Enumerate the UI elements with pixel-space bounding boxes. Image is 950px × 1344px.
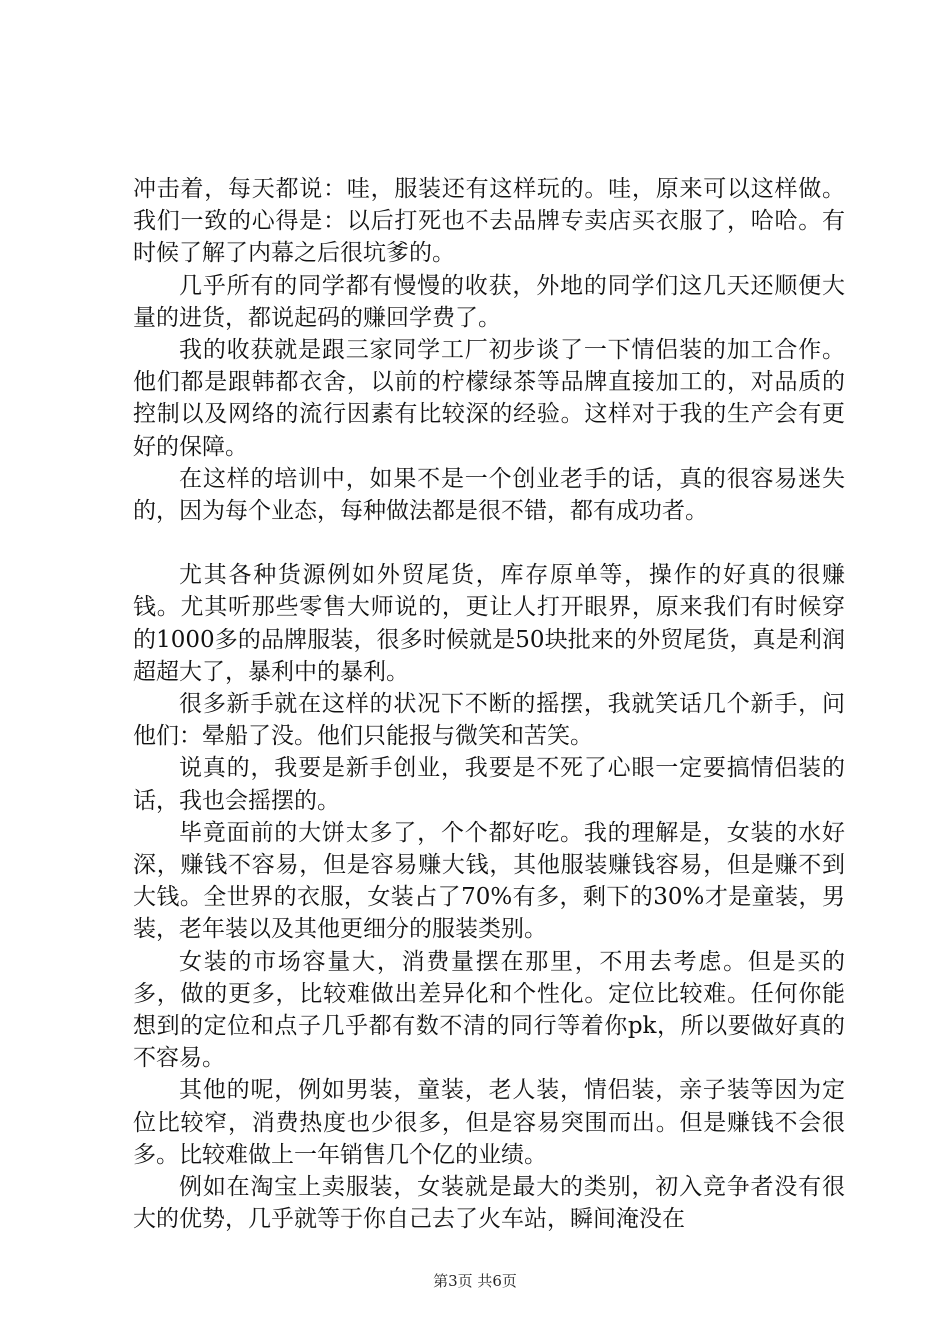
- paragraph-2: 几乎所有的同学都有慢慢的收获，外地的同学们这几天还顺便大量的进货，都说起码的赚回学费了。: [133, 272, 845, 331]
- paragraph-3: 我的收获就是跟三家同学工厂初步谈了一下情侣装的加工合作。他们都是跟韩都衣舍，以前的柠檬绿茶等品牌直接加工的，对品质的控制以及网络的流行因素有比较深的经验。这样对于我的生产会有更好的保障。: [133, 337, 845, 460]
- page-number-label: 第3页 共6页: [433, 1272, 517, 1290]
- paragraph-9: 女装的市场容量大，消费量摆在那里，不用去考虑。但是买的多，做的更多，比较难做出差异化和个性化。定位比较难。任何你能想到的定位和点子几乎都有数不清的同行等着你pk，所以要做好真的不容易。: [133, 948, 845, 1072]
- paragraph-7: 说真的，我要是新手创业，我要是不死了心眼一定要搞情侣装的话，我也会摇摆的。: [133, 755, 845, 814]
- paragraph-4: 在这样的培训中，如果不是一个创业老手的话，真的很容易迷失的，因为每个业态，每种做法都是很不错，都有成功者。: [133, 465, 845, 525]
- paragraph-10: 其他的呢，例如男装，童装，老人装，情侣装，亲子装等因为定位比较窄，消费热度也少很多，但是容易突围而出。但是赚钱不会很多。比较难做上一年销售几个亿的业绩。: [133, 1077, 845, 1168]
- paragraph-5: 尤其各种货源例如外贸尾货，库存原单等，操作的好真的很赚钱。尤其听那些零售大师说的，更让人打开眼界，原来我们有时候穿的1000多的品牌服装，很多时候就是50块批来的外贸尾货，真是利润超超大了，暴利中的暴利。: [133, 562, 845, 685]
- body-text: [133, 173, 845, 1236]
- page-footer: [0, 1270, 950, 1291]
- paragraph-1: 冲击着，每天都说：哇，服装还有这样玩的。哇，原来可以这样做。我们一致的心得是：以后打死也不去品牌专卖店买衣服了，哈哈。有时候了解了内幕之后很坑爹的。: [133, 176, 845, 267]
- paragraph-11: 例如在淘宝上卖服装，女装就是最大的类别，初入竞争者没有很大的优势，几乎就等于你自己去了火车站，瞬间淹没在: [133, 1174, 845, 1233]
- paragraph-6: 很多新手就在这样的状况下不断的摇摆，我就笑话几个新手，问他们：晕船了没。他们只能报与微笑和苦笑。: [133, 691, 845, 750]
- paragraph-8: 毕竟面前的大饼太多了，个个都好吃。我的理解是，女装的水好深，赚钱不容易，但是容易赚大钱，其他服装赚钱容易，但是赚不到大钱。全世界的衣服，女装占了70%有多，剩下的30%才是童装，男装，老年装以及其他更细分的服装类别。: [133, 819, 845, 943]
